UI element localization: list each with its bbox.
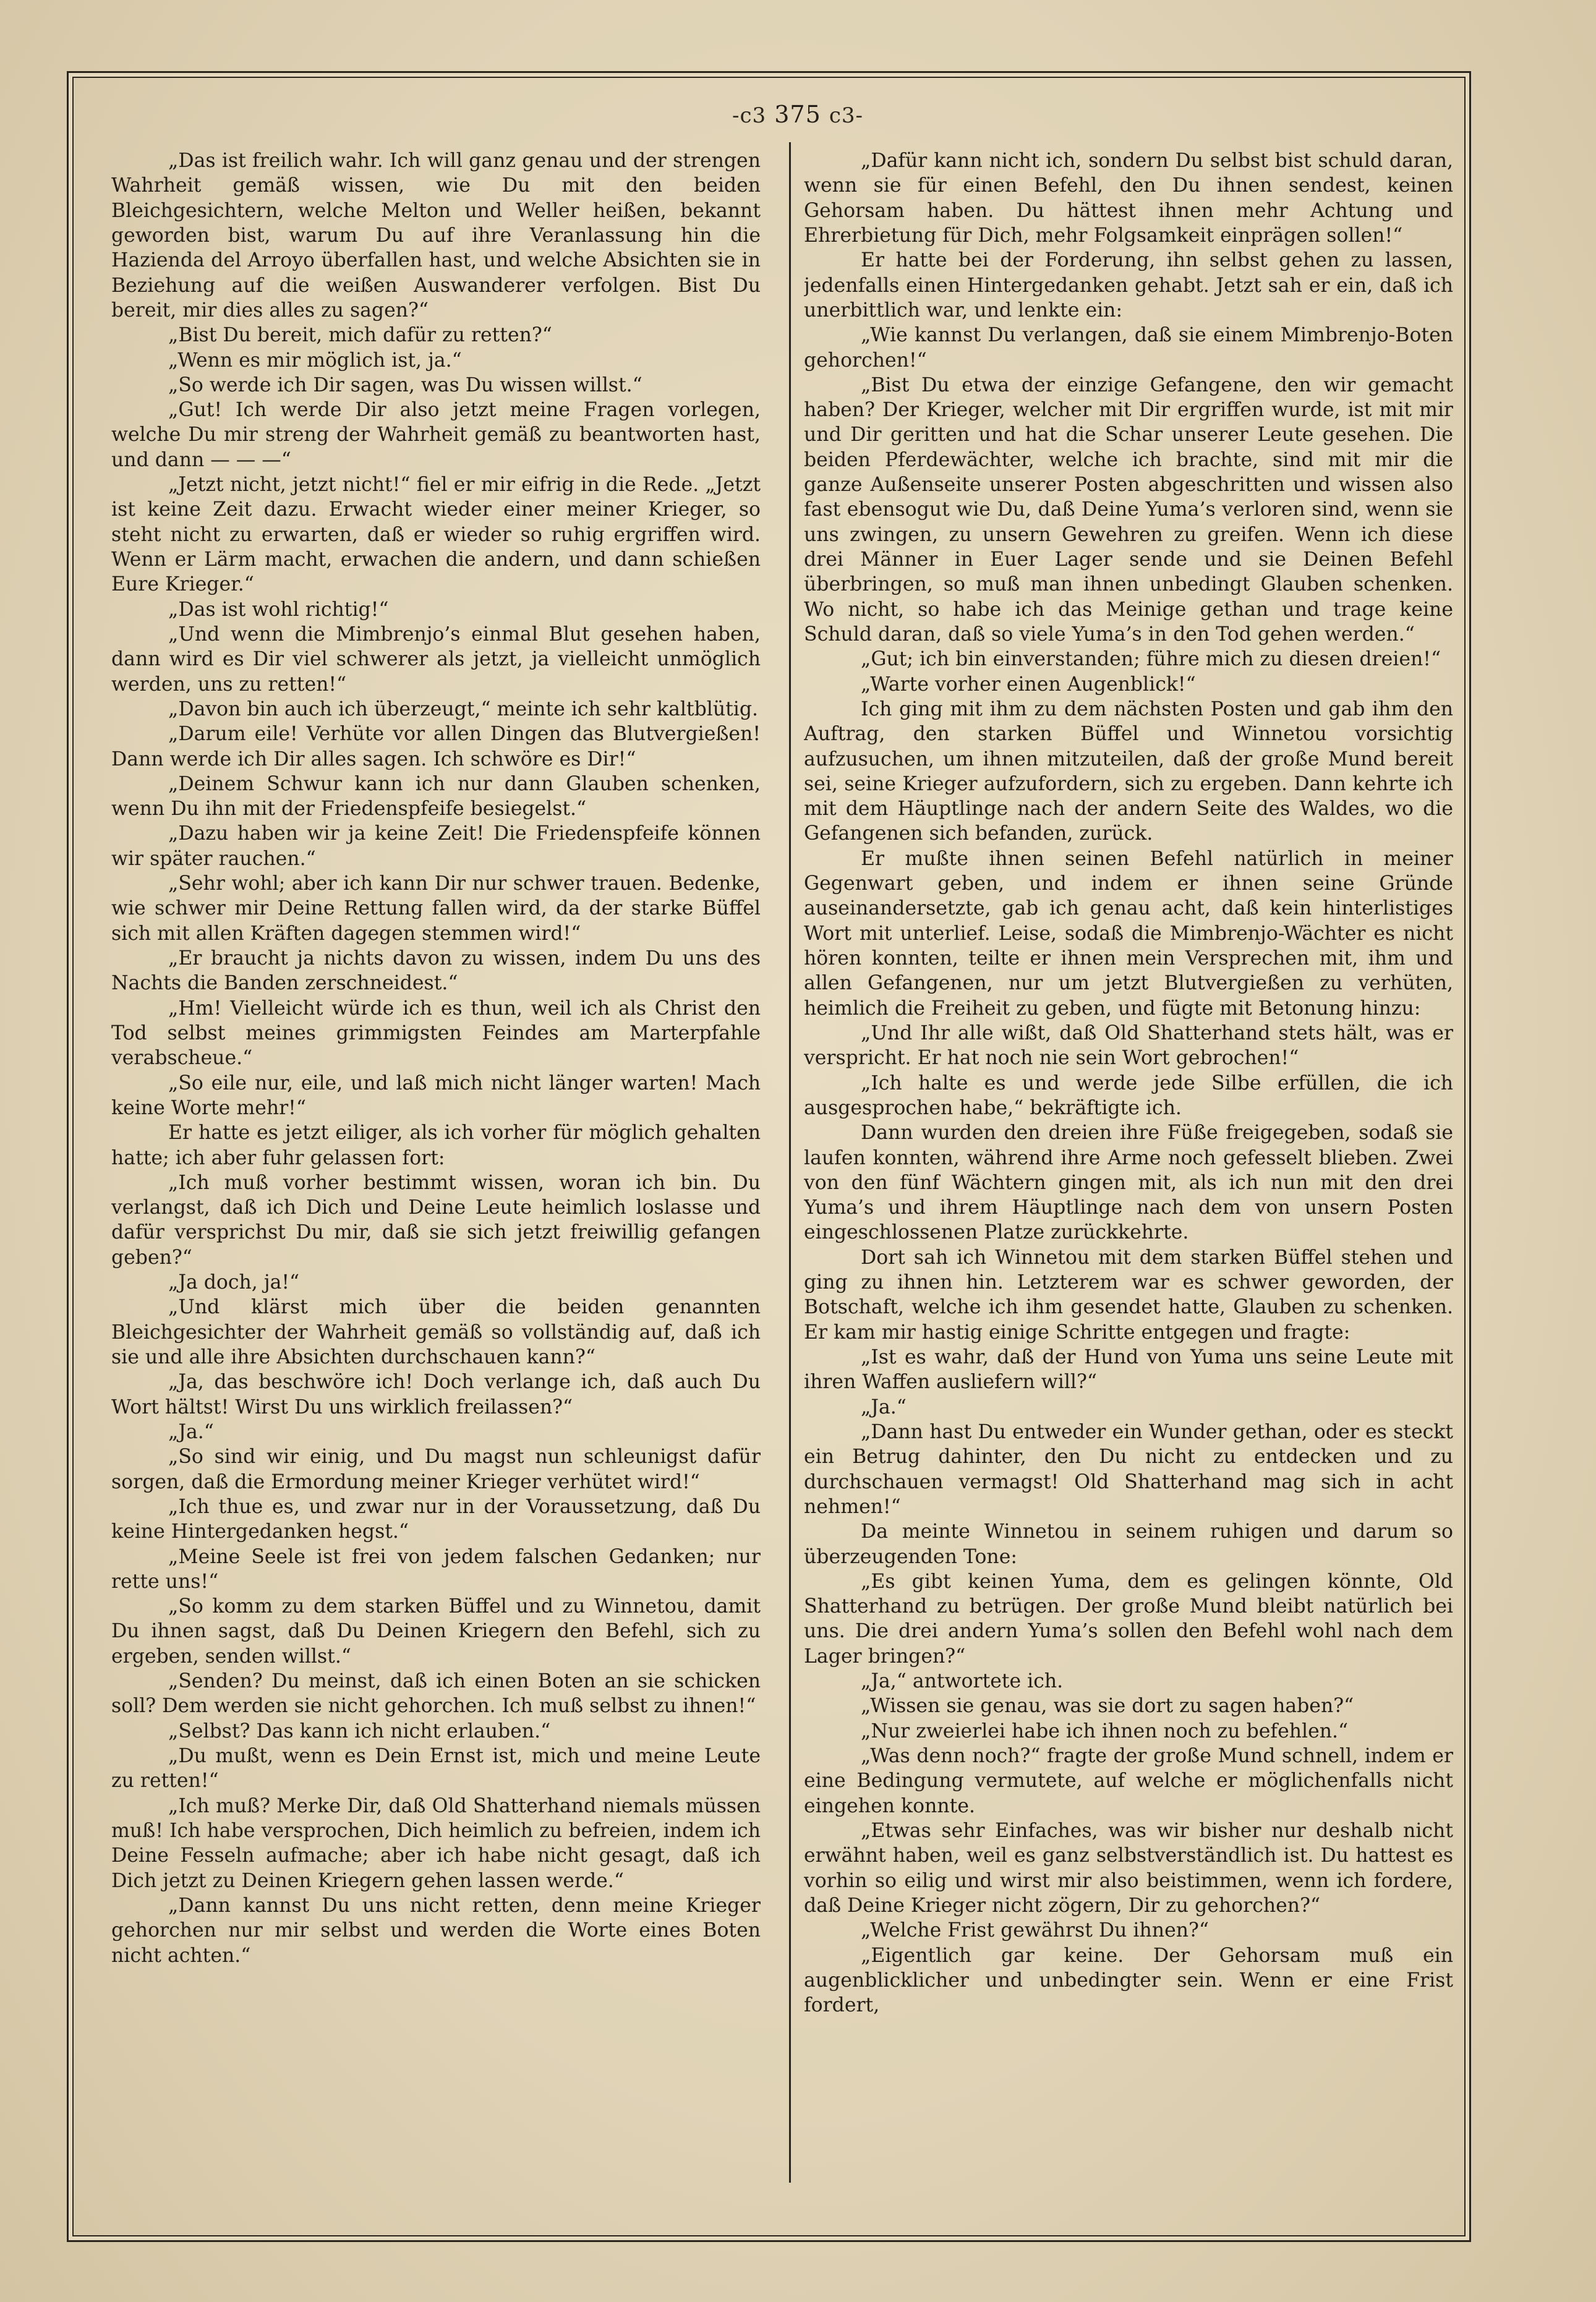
paragraph: „Bist Du bereit, mich dafür zu retten?“ <box>168 324 552 347</box>
ornament-right: c3- <box>829 103 864 128</box>
column-divider <box>789 142 791 2183</box>
paragraph: „Ich muß vorher bestimmt wissen, woran ich bin. Du verlangst, daß ich Dich und Deine Leute heimlich loslasse und dafür versprichst Du mir, daß sie sich jetzt freiwillig gefangen geben?“ <box>111 1171 761 1269</box>
paragraph: „Ja.“ <box>168 1420 214 1443</box>
paragraph: „Sehr wohl; aber ich kann Dir nur schwer trauen. Bedenke, wie schwer mir Deine Rettung fallen wird, da der starke Büffel sich mit allen Kräften dagegen stemmen wird!“ <box>111 872 761 945</box>
paragraph: „Ja, das beschwöre ich! Doch verlange ich, daß auch Du Wort hältst! Wirst Du uns wirklich freilassen?“ <box>111 1371 761 1418</box>
paragraph: „Dafür kann nicht ich, sondern Du selbst bist schuld daran, wenn sie für einen Befehl, den Du ihnen sendest, keinen Gehorsam haben. Du hättest ihnen mehr Achtung und Ehrerbietung für Dich, mehr Folgsamkeit einprägen sollen!“ <box>804 150 1453 247</box>
paragraph: „Dazu haben wir ja keine Zeit! Die Friedenspfeife können wir später rauchen.“ <box>111 822 761 870</box>
paragraph: Ich ging mit ihm zu dem nächsten Posten und gab ihm den Auftrag, den starken Büffel und Winnetou vorsichtig aufzusuchen, um ihnen mitzuteilen, daß der große Mund bereit sei, seine Krieger aufzufordern, sich zu ergeben. Dann kehrte ich mit dem Häuptlinge nach der andern Seite des Waldes, wo die Gefangenen sich befanden, zurück. <box>804 697 1453 845</box>
paragraph: „Das ist freilich wahr. Ich will ganz genau und der strengen Wahrheit gemäß wissen, wie Du mit den beiden Bleichgesichtern, welche Melton und Weller heißen, bekannt geworden bist, warum Du auf ihre Veranlassung hin die Hazienda del Arroyo überfallen hast, und welche Absichten sie in Beziehung auf die weißen Auswanderer verfolgen. Bist Du bereit, mir dies alles zu sagen?“ <box>111 150 761 322</box>
paragraph: „Ja,“ antwortete ich. <box>861 1670 1064 1693</box>
paragraph: „Hm! Vielleicht würde ich es thun, weil ich als Christ den Tod selbst meines grimmigsten Feindes am Marterpfahle verabscheue.“ <box>111 997 761 1070</box>
paragraph: „So eile nur, eile, und laß mich nicht länger warten! Mach keine Worte mehr!“ <box>111 1072 761 1119</box>
paragraph: „Warte vorher einen Augenblick!“ <box>861 673 1196 696</box>
paragraph: „Du mußt, wenn es Dein Ernst ist, mich und meine Leute zu retten!“ <box>111 1745 761 1793</box>
paragraph: „Nur zweierlei habe ich ihnen noch zu befehlen.“ <box>861 1720 1349 1742</box>
paragraph: „Wissen sie genau, was sie dort zu sagen haben?“ <box>861 1695 1354 1718</box>
paragraph: „Wenn es mir möglich ist, ja.“ <box>168 349 462 372</box>
right-column <box>804 148 1453 2214</box>
paragraph: Dann wurden den dreien ihre Füße freigegeben, sodaß sie laufen konnten, während ihre Arme noch gefesselt blieben. Zwei von den fünf Wächtern gingen mit, als ich nun mit den drei Yuma’s und ihrem Häuptlinge nach dem von unsern Posten eingeschlossenen Platze zurückkehrte. <box>804 1122 1453 1244</box>
paragraph: „So komm zu dem starken Büffel und zu Winnetou, damit Du ihnen sagst, daß Du Deinen Kriegern den Befehl, sich zu ergeben, senden willst.“ <box>111 1595 761 1668</box>
paragraph: „Und klärst mich über die beiden genannten Bleichgesichter der Wahrheit gemäß so vollständig auf, daß ich sie und alle ihre Absichten durchschauen kann?“ <box>111 1296 761 1368</box>
paragraph: „Was denn noch?“ fragte der große Mund schnell, indem er eine Bedingung vermutete, auf welche er möglichenfalls nicht eingehen konnte. <box>804 1745 1453 1817</box>
paragraph: Er hatte bei der Forderung, ihn selbst gehen zu lassen, jedenfalls einen Hintergedanken gehabt. Jetzt sah er ein, daß ich unerbittlich war, und lenkte ein: <box>804 249 1453 322</box>
paragraph: „Selbst? Das kann ich nicht erlauben.“ <box>168 1720 551 1742</box>
paragraph: „Und wenn die Mimbrenjo’s einmal Blut gesehen haben, dann wird es Dir viel schwerer als jetzt, ja vielleicht unmöglich werden, uns zu retten!“ <box>111 623 761 696</box>
ornament-left: -c3 <box>732 103 767 128</box>
paragraph: „Eigentlich gar keine. Der Gehorsam muß ein augenblicklicher und unbedingter sein. Wenn er eine Frist fordert, <box>804 1944 1453 2017</box>
paragraph: „Dann hast Du entweder ein Wunder gethan, oder es steckt ein Betrug dahinter, den Du nicht zu entdecken und zu durchschauen vermagst! Old Shatterhand mag sich in acht nehmen!“ <box>804 1420 1453 1518</box>
paragraph: „Ich halte es und werde jede Silbe erfüllen, die ich ausgesprochen habe,“ bekräftigte ich. <box>804 1072 1453 1119</box>
paragraph: Er mußte ihnen seinen Befehl natürlich in meiner Gegenwart geben, und indem er ihnen seine Gründe auseinandersetzte, gab ich genau acht, daß kein hinterlistiges Wort mit unterlief. Leise, sodaß die Mimbrenjo-Wächter es nicht hören konnten, teilte er ihnen mein Versprechen mit, ihm und allen Gefangenen, nur um jetzt Blutvergießen zu verhüten, heimlich die Freiheit zu geben, und fügte mit Betonung hinzu: <box>804 847 1453 1020</box>
paragraph: „Und Ihr alle wißt, daß Old Shatterhand stets hält, was er verspricht. Er hat noch nie sein Wort gebrochen!“ <box>804 1021 1453 1070</box>
page-header <box>643 96 952 133</box>
paragraph: „Etwas sehr Einfaches, was wir bisher nur deshalb nicht erwähnt haben, weil es ganz selbstverständlich ist. Du hattest es vorhin so eilig und wirst mir also beistimmen, wenn ich fordere, daß Deine Krieger nicht zögern, Dir zu gehorchen?“ <box>804 1819 1453 1917</box>
paragraph: „Senden? Du meinst, daß ich einen Boten an sie schicken soll? Dem werden sie nicht gehorchen. Ich muß selbst zu ihnen!“ <box>111 1670 761 1718</box>
paragraph: „Meine Seele ist frei von jedem falschen Gedanken; nur rette uns!“ <box>111 1545 761 1593</box>
paragraph: „Ich muß? Merke Dir, daß Old Shatterhand niemals müssen muß! Ich habe versprochen, Dich heimlich zu befreien, indem ich Deine Fesseln aufmache; aber ich habe nicht gesagt, daß ich Dich jetzt zu Deinen Kriegern gehen lassen werde.“ <box>111 1794 761 1892</box>
paragraph: „Jetzt nicht, jetzt nicht!“ fiel er mir eifrig in die Rede. „Jetzt ist keine Zeit dazu. Erwacht wieder einer meiner Krieger, so steht nicht zu erwarten, daß er wieder so ruhig ergriffen wird. Wenn er Lärm macht, erwachen die andern, und dann schießen Eure Krieger.“ <box>111 474 761 596</box>
paragraph: „Ist es wahr, daß der Hund von Yuma uns seine Leute mit ihren Waffen ausliefern will?“ <box>804 1346 1453 1394</box>
paragraph: „Es gibt keinen Yuma, dem es gelingen könnte, Old Shatterhand zu betrügen. Der große Mund bleibt natürlich bei uns. Die drei andern Yuma’s sollen den Befehl wohl nach dem Lager bringen?“ <box>804 1570 1453 1668</box>
paragraph: „Gut! Ich werde Dir also jetzt meine Fragen vorlegen, welche Du mir streng der Wahrheit gemäß zu beantworten hast, und dann — — —“ <box>111 399 761 471</box>
paragraph: Dort sah ich Winnetou mit dem starken Büffel stehen und ging zu ihnen hin. Letzterem war es schwer geworden, der Botschaft, welche ich ihm gesendet hatte, Glauben zu schenken. Er kam mir hastig einige Schritte entgegen und fragte: <box>804 1246 1453 1344</box>
paragraph: „Welche Frist gewährst Du ihnen?“ <box>861 1919 1209 1942</box>
left-column <box>111 148 761 2214</box>
paragraph: „Davon bin auch ich überzeugt,“ meinte ich sehr kaltblütig. <box>168 697 759 720</box>
paragraph: „Darum eile! Verhüte vor allen Dingen das Blutvergießen! Dann werde ich Dir alles sagen. Ich schwöre es Dir!“ <box>111 723 761 770</box>
paragraph: „So werde ich Dir sagen, was Du wissen willst.“ <box>168 373 642 396</box>
paragraph: „Ich thue es, und zwar nur in der Voraussetzung, daß Du keine Hintergedanken hegst.“ <box>111 1495 761 1543</box>
paragraph: „So sind wir einig, und Du magst nun schleunigst dafür sorgen, daß die Ermordung meiner Krieger verhütet wird!“ <box>111 1446 761 1493</box>
paragraph: „Er braucht ja nichts davon zu wissen, indem Du uns des Nachts die Banden zerschneidest.“ <box>111 947 761 995</box>
paragraph: „Deinem Schwur kann ich nur dann Glauben schenken, wenn Du ihn mit der Friedenspfeife besiegelst.“ <box>111 772 761 821</box>
paragraph: „Gut; ich bin einverstanden; führe mich zu diesen dreien!“ <box>861 648 1441 671</box>
paragraph: „Das ist wohl richtig!“ <box>168 598 389 621</box>
paragraph: „Ja doch, ja!“ <box>168 1271 300 1294</box>
paragraph: „Bist Du etwa der einzige Gefangene, den wir gemacht haben? Der Krieger, welcher mit Dir ergriffen wurde, ist mit mir und Dir geritten und hat die Schar unserer Leute gesehen. Die beiden Pferdewächter, welche ich brachte, sind mit mir die ganze Außenseite unserer Posten abgeschritten und wissen also fast ebensogut wie Du, daß Deine Yuma’s verloren sind, wenn sie uns zwingen, zu unsern Gewehren zu greifen. Wenn ich diese drei Männer in Euer Lager sende und sie Deinen Befehl überbringen, so muß man ihnen unbedingt Glauben schenken. Wo nicht, so habe ich das Meinige gethan und trage keine Schuld daran, daß so viele Yuma’s in den Tod gehen werden.“ <box>804 373 1453 646</box>
paragraph: „Ja.“ <box>861 1396 907 1418</box>
paragraph: Er hatte es jetzt eiliger, als ich vorher für möglich gehalten hatte; ich aber fuhr gelassen fort: <box>111 1122 761 1169</box>
paragraph: „Dann kannst Du uns nicht retten, denn meine Krieger gehorchen nur mir selbst und werden die Worte eines Boten nicht achten.“ <box>111 1894 761 1967</box>
paragraph: Da meinte Winnetou in seinem ruhigen und darum so überzeugenden Tone: <box>804 1520 1453 1568</box>
paragraph: „Wie kannst Du verlangen, daß sie einem Mimbrenjo-Boten gehorchen!“ <box>804 324 1453 372</box>
page-number: 375 <box>774 101 821 128</box>
